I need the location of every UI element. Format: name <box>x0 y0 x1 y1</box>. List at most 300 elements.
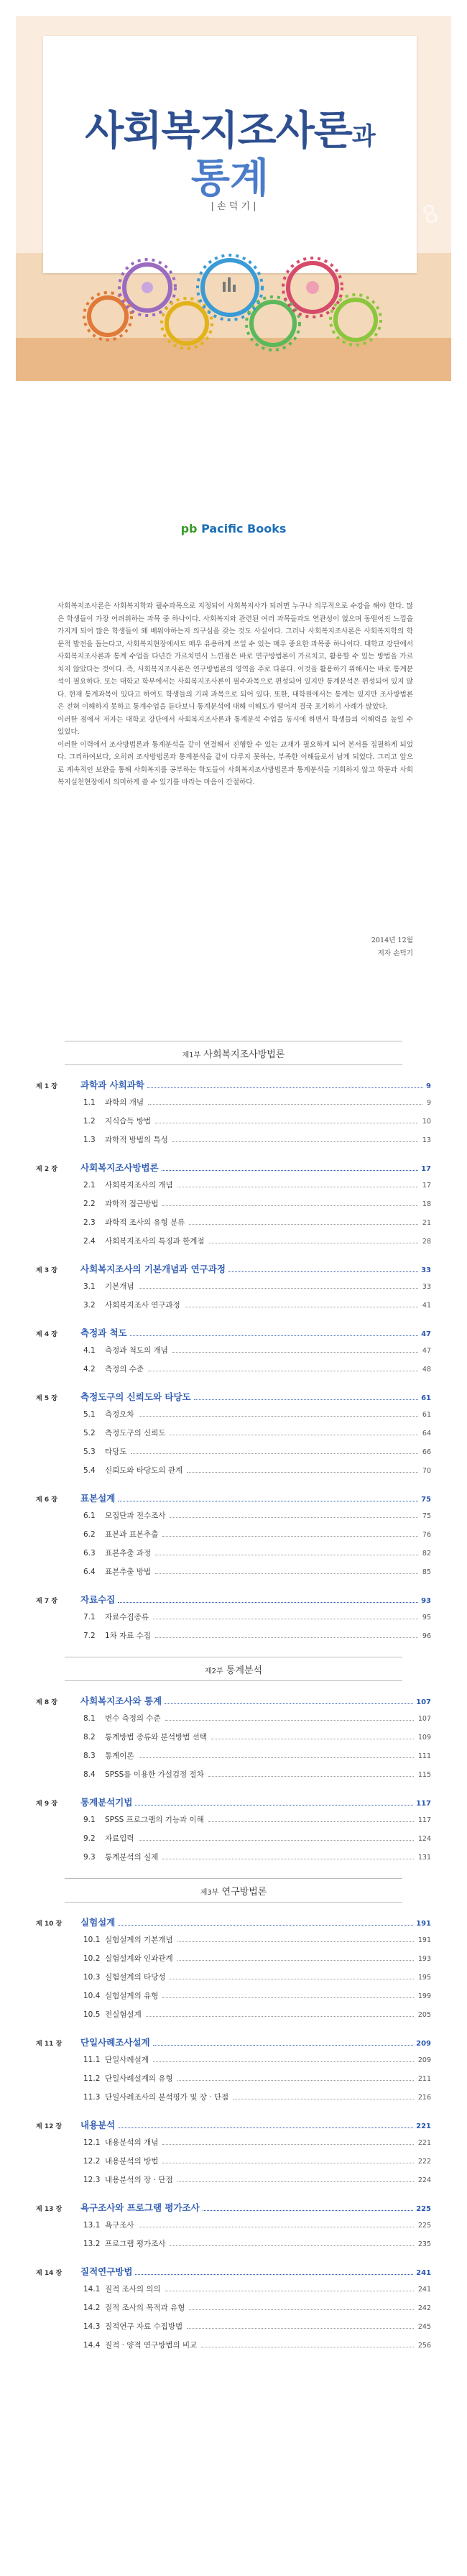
section-page: 256 <box>417 2342 431 2350</box>
chapter-page: 75 <box>421 1496 431 1504</box>
section-page: 221 <box>417 2139 431 2147</box>
section-link[interactable] <box>36 2073 431 2084</box>
section-number: 12.1 <box>83 2138 101 2147</box>
section-number: 7.1 <box>83 1613 96 1622</box>
section-title: 단일사례설계 <box>105 2056 149 2064</box>
toc-chapter <box>36 1491 431 1577</box>
chapter-number: 제 8 장 <box>36 1699 57 1706</box>
section-title: 실험설계의 유형 <box>105 1992 159 2000</box>
section-link[interactable] <box>36 1116 431 1126</box>
section-link[interactable] <box>36 1547 431 1558</box>
section-number: 5.1 <box>83 1410 96 1419</box>
section-page: 131 <box>417 1854 431 1862</box>
dot-leader <box>155 1573 418 1574</box>
section-title: 실험설계의 타당성 <box>105 1973 166 1982</box>
chapter-link[interactable] <box>36 1262 431 1275</box>
section-page: 41 <box>422 1302 431 1310</box>
toc-chapter <box>36 1078 431 1145</box>
section-number: 13.2 <box>83 2240 101 2248</box>
section-number: 6.3 <box>83 1549 96 1558</box>
section-number: 6.1 <box>83 1512 96 1520</box>
preface-paragraph: 이러한 이력에서 조사방법론과 통계분석을 같이 연결해서 진행할 수 있는 교재가 필요하게 되어 본서를 집필하게 되었다. 그리하여보다, 오히려 조사방법론과 통계분석을 같이 다루지 못하는, 부족한 이해들로서 남게 되었다. 그리고 앞으로 계속적인 보완을 통해 사회복지를 공부하는 학도들이 사회복지조사방법론과 통계분석을 기회하지 않고 학문과 사회복지실천현장에서 의미하게 쓸 수 있기를 바라는 마음이 간절하다. <box>57 740 413 786</box>
toc-chapter <box>36 1326 431 1374</box>
chapter-page: 117 <box>416 1800 431 1808</box>
chapter-link[interactable] <box>36 1593 431 1606</box>
chapter-page: 61 <box>421 1394 431 1402</box>
section-title: 1차 자료 수집 <box>105 1632 152 1640</box>
cover-author: | 손 덕 기 | <box>211 201 256 212</box>
section-page: 70 <box>422 1467 431 1475</box>
dot-leader <box>170 1517 417 1518</box>
section-link[interactable] <box>36 2009 431 2020</box>
section-title: 내용분석의 방법 <box>105 2157 159 2166</box>
section-number: 10.5 <box>83 2010 101 2019</box>
section-title: 과학의 개념 <box>105 1098 144 1107</box>
chapter-page: 209 <box>416 2040 431 2048</box>
dot-leader <box>177 1941 414 1942</box>
section-page: 216 <box>417 2094 431 2102</box>
part-label: 제1부 <box>182 1052 201 1059</box>
section-title: 변수 측정의 수준 <box>105 1714 161 1723</box>
section-page: 21 <box>422 1219 431 1227</box>
section-link[interactable] <box>36 1236 431 1246</box>
section-link[interactable] <box>36 1134 431 1145</box>
section-page: 191 <box>417 1936 431 1944</box>
section-link[interactable] <box>36 2321 431 2332</box>
section-title: 측정도구의 신뢰도 <box>105 1429 166 1438</box>
section-number: 11.2 <box>83 2074 101 2083</box>
section-title: 프로그램 평가조사 <box>105 2240 166 2248</box>
publisher-pb: pb <box>180 522 198 535</box>
preface-paragraph: 사회복지조사론은 사회복지학과 필수과목으로 지정되어 사회복지사가 되려면 누구나 의무적으로 수강을 해야 한다. 많은 학생들이 가장 어려워하는 과목 중 하나이다. 사회복지와 관련된 여러 과목들과도 연관성이 없으며 동떨어진 느낌을 가지게 되어 많은 학생들이 왜 배워야하는지 의구심을 갖는 것도 사실이다. 그러나 사회복지조사론은 사회복지학의 학문적 발전을 돕는다고, 사회복지현장에서도 매우 유용하게 쓰일 수 있는 매우 중요한 과목중 하나이다. 대학교 강단에서 사회복지조사론과 통계 수업을 다년간 가르치면서 느낀점은 바로 연구방법론이 가르치고, 활용할 수 있는 방법을 가르치지 않았다는 것이다. 즉, 사회복지조사론은 연구방법론의 영역을 주로 다룬다. 이것을 활용하기 위해서는 바로 통계분석이 필요하다. 또는 대학교 학부에서는 사회복지조사론이 필수과목으로 편성되어 있지만 통계분석은 편성되어 있지 않다. 현재 통계과목이 있다고 하여도 학생들의 기피 과목으로 되어 있다. 또한, 대학원에서는 통계는 있지만 조사방법론은 전혀 이해하지 못하고 통계수업을 듣다보니 통계분석에 대해 이해도가 떨어져 결국 포기하기 사례가 많았다. <box>57 602 413 711</box>
section-title: 측정오차 <box>105 1410 134 1419</box>
section-number: 8.4 <box>83 1770 96 1779</box>
chapter-number: 제 6 장 <box>36 1496 57 1504</box>
dot-leader <box>118 1602 418 1603</box>
section-link[interactable] <box>36 2092 431 2102</box>
dot-leader <box>139 1416 418 1417</box>
section-number: 10.2 <box>83 1954 101 1963</box>
chapter-page: 241 <box>416 2269 431 2277</box>
chapter-page: 9 <box>426 1082 431 1090</box>
chapter-title: 측정도구의 신뢰도와 타당도 <box>80 1392 191 1402</box>
toc-chapter <box>36 2201 431 2249</box>
dot-leader <box>135 2274 413 2275</box>
section-page: 13 <box>422 1136 431 1144</box>
dot-leader <box>139 1757 414 1758</box>
part-label: 제2부 <box>204 1668 223 1675</box>
section-page: 225 <box>417 2222 431 2230</box>
publisher-logo <box>0 522 467 535</box>
chapter-number: 제 11 장 <box>36 2041 63 2048</box>
section-number: 5.2 <box>83 1429 96 1438</box>
preface-signer: 저자 손덕기 <box>377 949 413 957</box>
chapter-link[interactable] <box>36 1491 431 1504</box>
chapter-link[interactable] <box>36 1694 431 1707</box>
chapter-link[interactable] <box>36 1915 431 1928</box>
section-link[interactable] <box>36 2220 431 2230</box>
section-number: 12.2 <box>83 2157 101 2166</box>
dot-leader <box>172 1352 418 1353</box>
section-title: 표본추출 과정 <box>105 1549 152 1558</box>
chapter-number: 제 9 장 <box>36 1800 57 1808</box>
preface-date: 2014년 12월 <box>371 937 413 944</box>
section-title: 내용분석의 장 · 단점 <box>105 2176 173 2184</box>
section-link[interactable] <box>36 1097 431 1108</box>
section-title: 사회복지조사의 개념 <box>105 1181 173 1190</box>
section-title: 과학적 접근방법 <box>105 1200 159 1208</box>
section-link[interactable] <box>36 1833 431 1844</box>
part-heading <box>65 1657 402 1681</box>
dot-leader <box>139 1840 414 1841</box>
dot-leader <box>189 2309 413 2310</box>
section-page: 95 <box>422 1614 431 1622</box>
chapter-link[interactable] <box>36 2118 431 2131</box>
dot-leader <box>162 1205 418 1206</box>
section-link[interactable] <box>36 1630 431 1641</box>
section-title: 사회복지조사 연구과정 <box>105 1301 180 1310</box>
dot-leader <box>147 1087 423 1088</box>
part-title: 통계분석 <box>226 1665 263 1676</box>
section-link[interactable] <box>36 1852 431 1862</box>
cover-title-line1: 사회복지조사론 <box>85 108 352 155</box>
section-title: 질적 · 양적 연구방법의 비교 <box>105 2341 198 2350</box>
section-link[interactable] <box>36 1198 431 1209</box>
part-heading <box>65 1878 402 1903</box>
chapter-link[interactable] <box>36 2201 431 2214</box>
chapter-title: 사회복지조사의 기본개념과 연구과정 <box>80 1264 226 1274</box>
section-title: 실험설계의 기본개념 <box>105 1936 173 1944</box>
section-title: 측정과 척도의 개념 <box>105 1346 168 1355</box>
section-title: 내용분석의 개념 <box>105 2138 159 2147</box>
section-link[interactable] <box>36 1934 431 1945</box>
section-page: 111 <box>417 1752 431 1760</box>
section-title: 표본추출 방법 <box>105 1568 152 1576</box>
chapter-link[interactable] <box>36 1795 431 1808</box>
dot-leader <box>135 1805 413 1806</box>
section-page: 245 <box>417 2323 431 2331</box>
section-title: 자료수집종류 <box>105 1613 149 1622</box>
section-number: 2.4 <box>83 1237 96 1246</box>
section-number: 14.3 <box>83 2322 101 2331</box>
section-title: 타당도 <box>105 1448 127 1456</box>
chapter-page: 93 <box>421 1597 431 1605</box>
section-link[interactable] <box>36 1769 431 1780</box>
section-number: 3.2 <box>83 1301 96 1310</box>
dot-leader <box>162 1536 418 1537</box>
section-link[interactable] <box>36 1953 431 1964</box>
section-page: 28 <box>422 1238 431 1246</box>
section-page: 107 <box>417 1715 431 1723</box>
section-page: 75 <box>422 1512 431 1520</box>
section-page: 48 <box>422 1366 431 1374</box>
toc-chapter <box>36 2118 431 2185</box>
dot-leader <box>203 2210 413 2211</box>
section-link[interactable] <box>36 1345 431 1356</box>
section-number: 10.1 <box>83 1936 101 1944</box>
section-title: 질적 조사의 목적과 유형 <box>105 2304 185 2312</box>
section-page: 33 <box>422 1283 431 1291</box>
preface <box>57 600 413 789</box>
section-link[interactable] <box>36 1731 431 1742</box>
dot-leader <box>177 2080 414 2081</box>
chapter-link[interactable] <box>36 1390 431 1403</box>
dot-leader <box>189 1224 417 1225</box>
toc-chapter <box>36 1390 431 1476</box>
section-link[interactable] <box>36 2054 431 2065</box>
section-number: 5.4 <box>83 1466 96 1475</box>
chapter-link[interactable] <box>36 1326 431 1339</box>
chapter-title: 욕구조사와 프로그램 평가조사 <box>80 2202 200 2213</box>
book-cover <box>0 0 467 374</box>
chapter-link[interactable] <box>36 1161 431 1174</box>
chapter-number: 제 13 장 <box>36 2206 63 2213</box>
chapter-title: 과학과 사회과학 <box>80 1080 144 1090</box>
section-page: 18 <box>422 1200 431 1208</box>
section-link[interactable] <box>36 1611 431 1622</box>
toc-chapter <box>36 1161 431 1246</box>
chapter-link[interactable] <box>36 2036 431 2048</box>
chapter-page: 107 <box>416 1698 431 1706</box>
section-number: 9.3 <box>83 1853 96 1862</box>
section-page: 82 <box>422 1550 431 1558</box>
toc-chapter <box>36 1262 431 1310</box>
section-page: 17 <box>422 1182 431 1190</box>
section-link[interactable] <box>36 1300 431 1310</box>
chapter-page: 221 <box>416 2122 431 2130</box>
section-number: 13.1 <box>83 2221 101 2230</box>
dot-leader <box>170 2245 413 2246</box>
section-number: 1.1 <box>83 1098 96 1107</box>
section-link[interactable] <box>36 1281 431 1292</box>
chapter-link[interactable] <box>36 2265 431 2278</box>
toc-chapter <box>36 2265 431 2350</box>
chapter-number: 제 3 장 <box>36 1267 57 1274</box>
section-page: 241 <box>417 2286 431 2294</box>
section-title: 측정의 수준 <box>105 1365 144 1374</box>
dot-leader <box>131 1453 417 1454</box>
cover-title-line2: 통계 <box>190 155 269 203</box>
chapter-number: 제 10 장 <box>36 1920 63 1928</box>
chapter-number: 제 12 장 <box>36 2123 63 2130</box>
section-link[interactable] <box>36 2174 431 2185</box>
section-title: 전실험설계 <box>105 2010 142 2019</box>
section-link[interactable] <box>36 1750 431 1761</box>
chapter-page: 225 <box>416 2205 431 2213</box>
section-link[interactable] <box>36 2302 431 2313</box>
section-title: 실험설계와 인과관계 <box>105 1954 173 1963</box>
section-link[interactable] <box>36 2283 431 2294</box>
cover-title-conj: 과 <box>351 122 375 151</box>
section-title: SPSS를 이용한 가설검정 절차 <box>105 1770 204 1779</box>
section-link[interactable] <box>36 1427 431 1438</box>
dot-leader <box>130 1335 418 1336</box>
section-page: 242 <box>417 2304 431 2312</box>
section-page: 109 <box>417 1734 431 1742</box>
section-link[interactable] <box>36 1713 431 1724</box>
section-link[interactable] <box>36 1363 431 1374</box>
section-link[interactable] <box>36 1465 431 1476</box>
section-page: 222 <box>417 2158 431 2166</box>
section-number: 6.4 <box>83 1568 96 1576</box>
chapter-title: 자료수집 <box>80 1594 116 1605</box>
chapter-page: 33 <box>421 1266 431 1274</box>
section-title: 통계이론 <box>105 1752 134 1760</box>
section-page: 199 <box>417 1992 431 2000</box>
toc-chapter <box>36 2036 431 2102</box>
section-link[interactable] <box>36 2156 431 2166</box>
section-number: 14.1 <box>83 2285 101 2294</box>
table-of-contents <box>36 1041 431 2366</box>
section-number: 2.2 <box>83 1200 96 1208</box>
chapter-link[interactable] <box>36 1078 431 1091</box>
section-number: 14.2 <box>83 2304 101 2312</box>
section-title: 과학적 방법의 특성 <box>105 1136 168 1144</box>
chapter-title: 사회복지조사방법론 <box>80 1162 159 1173</box>
section-page: 9 <box>426 1099 431 1107</box>
chapter-number: 제 5 장 <box>36 1395 57 1402</box>
chapter-page: 191 <box>416 1920 431 1928</box>
dot-leader <box>194 1399 418 1400</box>
section-page: 64 <box>422 1430 431 1438</box>
section-title: 질적연구 자료 수집방법 <box>105 2322 183 2331</box>
toc-chapter <box>36 1694 431 1780</box>
section-page: 193 <box>417 1955 431 1963</box>
section-number: 11.1 <box>83 2056 101 2064</box>
section-number: 9.1 <box>83 1816 96 1824</box>
section-number: 12.3 <box>83 2176 101 2184</box>
section-page: 195 <box>417 1974 431 1982</box>
section-title: 지식습득 방법 <box>105 1117 152 1126</box>
section-link[interactable] <box>36 1446 431 1457</box>
section-number: 14.4 <box>83 2341 101 2350</box>
cover-title <box>43 108 417 203</box>
section-title: 과학적 조사의 유형 분류 <box>105 1218 185 1227</box>
gears-illustration <box>79 237 388 359</box>
part-title: 연구방법론 <box>221 1887 267 1898</box>
dot-leader <box>165 1720 414 1721</box>
section-title: 통계방법 종류와 분석방법 선택 <box>105 1733 207 1742</box>
section-number: 8.2 <box>83 1733 96 1742</box>
section-link[interactable] <box>36 1409 431 1420</box>
section-page: 76 <box>422 1531 431 1539</box>
section-page: 117 <box>417 1816 431 1824</box>
dot-leader <box>139 1288 418 1289</box>
chapter-title: 실험설계 <box>80 1917 116 1928</box>
section-number: 9.2 <box>83 1834 96 1843</box>
section-link[interactable] <box>36 1510 431 1521</box>
section-number: 7.2 <box>83 1632 96 1640</box>
section-page: 115 <box>417 1771 431 1779</box>
dot-leader <box>155 1637 418 1638</box>
section-page: 85 <box>422 1568 431 1576</box>
dot-leader <box>162 1170 418 1171</box>
dot-leader <box>118 1925 413 1926</box>
section-page: 124 <box>417 1835 431 1843</box>
section-page: 96 <box>422 1632 431 1640</box>
chapter-title: 통계분석기법 <box>80 1797 133 1808</box>
section-number: 2.3 <box>83 1218 96 1227</box>
section-number: 2.1 <box>83 1181 96 1190</box>
section-title: SPSS 프로그램의 기능과 이해 <box>105 1816 204 1824</box>
section-link[interactable] <box>36 1990 431 2001</box>
section-number: 3.1 <box>83 1282 96 1291</box>
dot-leader <box>153 2061 414 2062</box>
numbers-decoration: 0 1 5 8 <box>336 198 443 262</box>
section-title: 단일사례설계의 유형 <box>105 2074 173 2083</box>
toc-chapter <box>36 1915 431 2020</box>
section-page: 209 <box>417 2056 431 2064</box>
section-link[interactable] <box>36 2238 431 2249</box>
section-link[interactable] <box>36 1529 431 1540</box>
section-number: 4.2 <box>83 1365 96 1374</box>
chapter-number: 제 1 장 <box>36 1083 57 1090</box>
section-number: 1.2 <box>83 1117 96 1126</box>
chapter-page: 47 <box>421 1330 431 1338</box>
dot-leader <box>208 1821 414 1822</box>
dot-leader <box>162 1997 414 1998</box>
chapter-title: 측정과 척도 <box>80 1328 127 1338</box>
dot-leader <box>172 1141 418 1142</box>
chapter-title: 표본설계 <box>80 1493 116 1504</box>
section-number: 6.2 <box>83 1530 96 1539</box>
section-number: 5.3 <box>83 1448 96 1456</box>
chapter-number: 제 7 장 <box>36 1598 57 1605</box>
chapter-title: 단일사례조사설계 <box>80 2037 150 2048</box>
section-number: 8.3 <box>83 1752 96 1760</box>
section-link[interactable] <box>36 1814 431 1825</box>
section-page: 47 <box>422 1347 431 1355</box>
section-number: 8.1 <box>83 1714 96 1723</box>
section-number: 1.3 <box>83 1136 96 1144</box>
chapter-title: 내용분석 <box>80 2120 116 2130</box>
section-link[interactable] <box>36 1566 431 1577</box>
chapter-title: 질적연구방법 <box>80 2266 133 2277</box>
section-link[interactable] <box>36 1217 431 1228</box>
toc-chapter <box>36 1593 431 1641</box>
section-link[interactable] <box>36 2137 431 2148</box>
dot-leader <box>177 2181 414 2182</box>
section-link[interactable] <box>36 1972 431 1982</box>
section-title: 신뢰도와 타당도의 관계 <box>105 1466 183 1475</box>
section-link[interactable] <box>36 1179 431 1190</box>
chapter-number: 제 14 장 <box>36 2270 63 2277</box>
section-page: 235 <box>417 2240 431 2248</box>
section-page: 10 <box>422 1118 431 1126</box>
section-page: 61 <box>422 1411 431 1419</box>
dot-leader <box>228 1271 418 1272</box>
dot-leader <box>146 2016 414 2017</box>
part-title: 사회복지조사방법론 <box>203 1049 285 1060</box>
section-link[interactable] <box>36 2340 431 2350</box>
section-number: 11.3 <box>83 2093 101 2102</box>
chapter-title: 사회복지조사와 통계 <box>80 1696 162 1706</box>
dot-leader <box>148 1104 422 1105</box>
section-title: 사회복지조사의 특징과 한계점 <box>105 1237 205 1246</box>
section-title: 기본개념 <box>105 1282 134 1291</box>
dot-leader <box>208 1776 414 1777</box>
section-number: 4.1 <box>83 1346 96 1355</box>
dot-leader <box>187 2328 414 2329</box>
chapter-number: 제 4 장 <box>36 1331 57 1338</box>
publisher-name: Pacific Books <box>201 522 287 535</box>
dot-leader <box>162 2144 414 2145</box>
section-page: 205 <box>417 2011 431 2019</box>
dot-leader <box>165 1703 413 1704</box>
dot-leader <box>153 2045 414 2046</box>
section-title: 욕구조사 <box>105 2221 134 2230</box>
section-title: 자료입력 <box>105 1834 134 1843</box>
